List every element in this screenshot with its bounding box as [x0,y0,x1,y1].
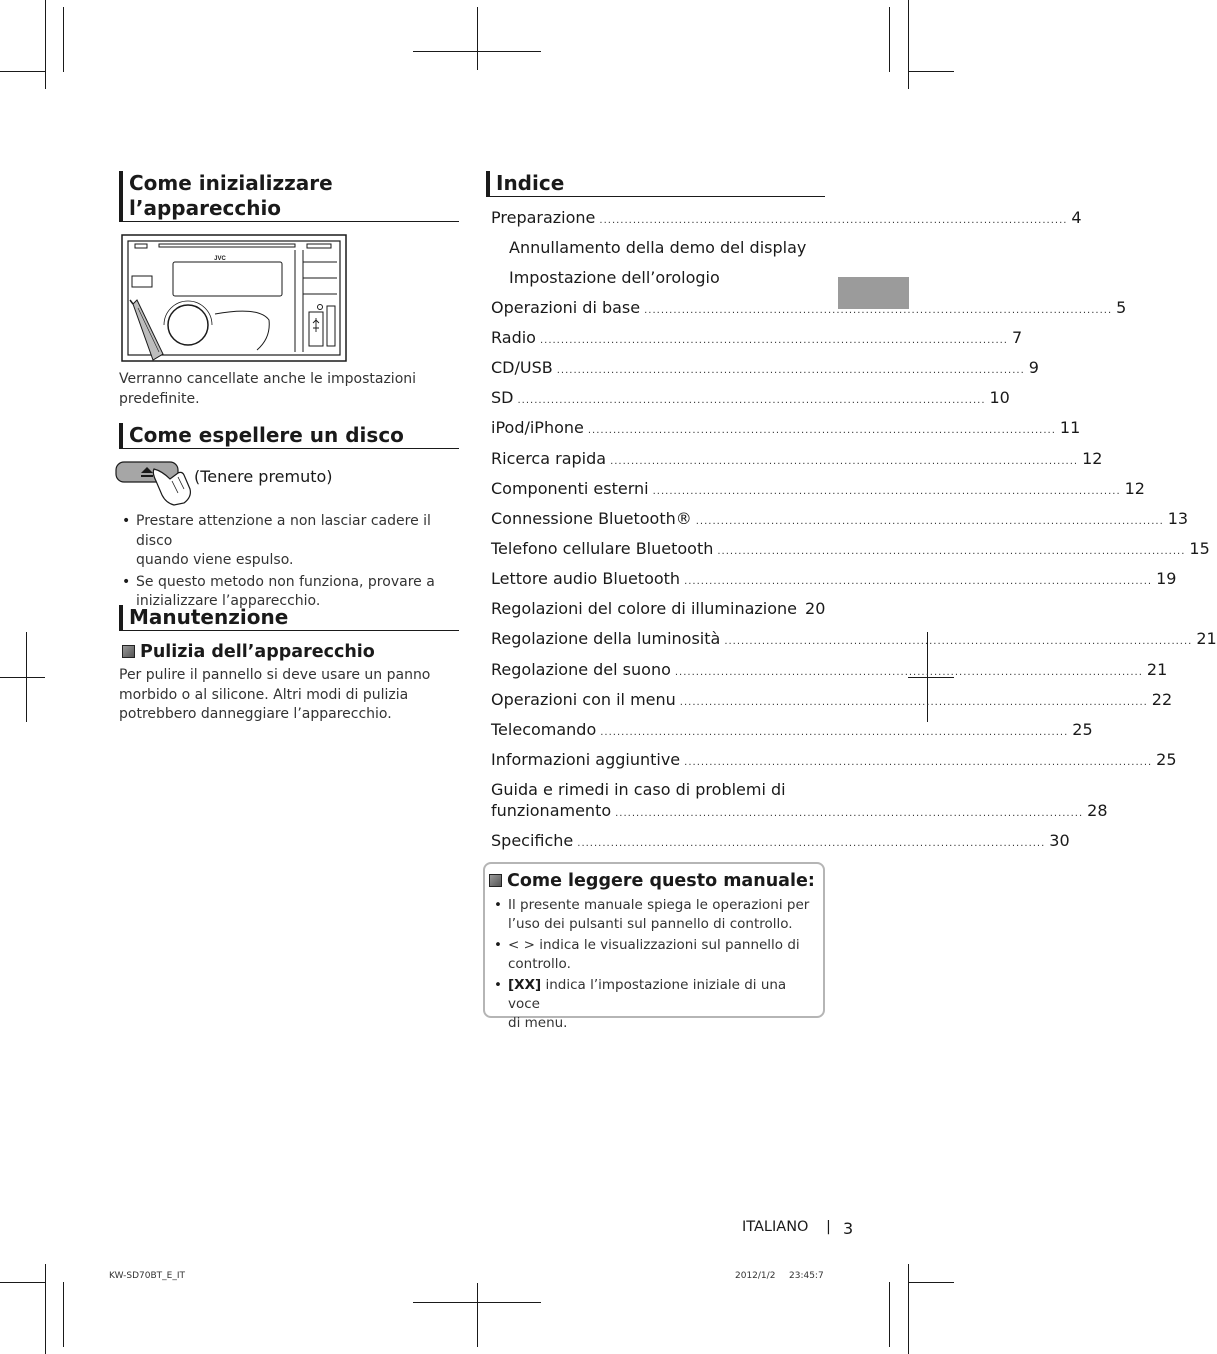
toc-row: Connessione Bluetooth® ................................................................................................................ 13 [491,509,1189,528]
toc-row: iPod/iPhone ................................................................................................................ 11 [491,418,1081,437]
page-number: 3 [843,1219,854,1238]
crop-mark-icon [889,7,890,72]
crop-mark-icon [0,1282,45,1283]
toc-row: Operazioni con il menu ................................................................................................................ 22 [491,690,1173,709]
toc-subitem: Impostazione dell’orologio [509,268,720,287]
crop-mark-icon [0,71,45,72]
eject-bullets [119,512,459,612]
crop-mark-icon [908,0,909,89]
toc-row: funzionamento ................................................................................................................ 28 [491,801,1108,820]
crop-mark-icon [26,632,27,722]
toc-row: Componenti esterni ................................................................................................................ 12 [491,479,1145,498]
heading-line: Come inizializzare [129,171,333,195]
toc-row: Telefono cellulare Bluetooth ................................................................................................................ 15 [491,539,1210,558]
heading-line: l’apparecchio [129,196,282,220]
toc-row: Telecomando ................................................................................................................ 25 [491,720,1093,739]
section-heading-maintenance: Manutenzione [119,605,459,631]
toc-row: Ricerca rapida ................................................................................................................ 12 [491,449,1103,468]
device-illustration [119,234,349,364]
list-item: • [XX] indica l’impostazione iniziale di una voce di menu. [491,976,821,1033]
toc-row: Regolazione del suono ................................................................................................................ 21 [491,660,1168,679]
square-bullet-icon [489,874,502,887]
how-to-read-box [483,862,825,1031]
list-item: • < > indica le visualizzazioni sul pannello di controllo. [491,936,821,974]
footer-language: ITALIANO [742,1219,809,1235]
toc-row: Regolazione della luminosità ................................................................................................................ 21 [491,629,1217,648]
toc-row: Regolazioni del colore di illuminazione 20 [491,599,826,618]
crop-mark-icon [908,71,954,72]
note-box-title: Come leggere questo manuale: [489,870,815,892]
toc-row: Operazioni di base ................................................................................................................ 5 [491,298,1127,317]
toc-row: Specifiche ................................................................................................................ 30 [491,831,1070,850]
print-date: 2012/1/2 [735,1271,776,1281]
crop-mark-icon [0,677,45,678]
toc-row: Informazioni aggiuntive ................................................................................................................ 25 [491,750,1177,769]
model-code: KW-SD70BT_E_IT [109,1271,185,1281]
toc-row: Preparazione ................................................................................................................ 4 [491,208,1082,227]
eject-button-icon [114,459,196,507]
crop-mark-icon [477,1283,478,1347]
section-heading-index: Indice [486,171,825,197]
square-bullet-icon [122,645,135,658]
hold-label: (Tenere premuto) [194,467,333,486]
crop-mark-icon [45,1264,46,1354]
list-item: • Il presente manuale spiega le operazioni per l’uso dei pulsanti sul pannello di controllo. [491,896,821,934]
crop-mark-icon [908,1264,909,1354]
crop-mark-icon [889,1282,890,1347]
toc-row: Radio ................................................................................................................ 7 [491,328,1023,347]
subheading-cleaning: Pulizia dell’apparecchio [122,641,375,663]
crop-mark-icon [45,0,46,89]
list-item: • Se questo metodo non funziona, provare a inizializzare l’apparecchio. [119,573,459,612]
print-time: 23:45:7 [789,1271,824,1281]
footer-separator: | [826,1219,831,1235]
toc-row-wrapped: Guida e rimedi in caso di problemi di [491,780,786,799]
toc-row: Lettore audio Bluetooth ................................................................................................................ 19 [491,569,1177,588]
section-heading-eject: Come espellere un disco [119,423,459,449]
section-heading-initialize [119,171,459,222]
note-box-bullets [491,896,821,1033]
cleaning-text: Per pulire il pannello si deve usare un panno morbido o al silicone. Altri modi di pulizia potrebbero danneggiare l’apparecchio. [119,667,431,722]
crop-mark-icon [477,7,478,70]
crop-mark-icon [908,1282,954,1283]
list-item: • Prestare attenzione a non lasciar cadere il disco quando viene espulso. [119,512,459,571]
toc-row: SD ................................................................................................................ 10 [491,388,1010,407]
crop-mark-icon [63,1282,64,1347]
toc-row: CD/USB ................................................................................................................ 9 [491,358,1039,377]
crop-mark-icon [63,7,64,72]
device-logo: JVC [214,256,226,262]
toc-subitem: Annullamento della demo del display [509,238,807,257]
init-note: Verranno cancellate anche le impostazioni predefinite. [119,371,417,407]
